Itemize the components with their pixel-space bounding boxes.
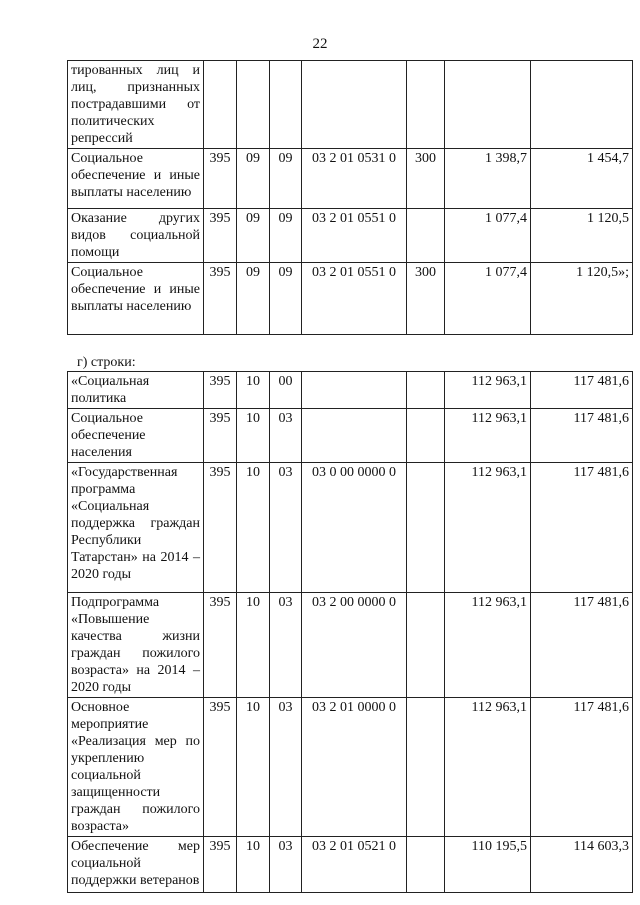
target-article-cell: 03 2 01 0000 0 xyxy=(302,698,407,837)
table-row xyxy=(68,209,633,263)
expense-type-cell xyxy=(407,409,445,463)
ved-code-cell: 395 xyxy=(204,593,237,698)
amount-year1-cell: 1 077,4 xyxy=(445,209,531,263)
ved-code-cell: 395 xyxy=(204,209,237,263)
subsection-code-cell: 09 xyxy=(270,263,302,335)
expense-type-cell xyxy=(407,463,445,593)
row-name-cell: Социальное обеспечение населения xyxy=(68,409,204,463)
ved-code-cell: 395 xyxy=(204,149,237,209)
amount-year1-cell: 110 195,5 xyxy=(445,837,531,893)
table-row xyxy=(68,372,633,409)
section-code-cell: 10 xyxy=(237,409,270,463)
target-article-cell: 03 2 01 0531 0 xyxy=(302,149,407,209)
ved-code-cell xyxy=(204,61,237,149)
section-label: г) строки: xyxy=(77,355,136,370)
expense-type-cell xyxy=(407,698,445,837)
amount-year2-cell: 117 481,6 xyxy=(531,463,633,593)
target-article-cell: 03 2 01 0551 0 xyxy=(302,209,407,263)
budget-table-bottom xyxy=(67,371,633,893)
table-row xyxy=(68,593,633,698)
budget-table-top xyxy=(67,60,633,335)
amount-year1-cell: 112 963,1 xyxy=(445,698,531,837)
subsection-code-cell: 00 xyxy=(270,372,302,409)
subsection-code-cell: 03 xyxy=(270,409,302,463)
amount-year1-cell: 1 398,7 xyxy=(445,149,531,209)
table-row xyxy=(68,463,633,593)
ved-code-cell: 395 xyxy=(204,698,237,837)
row-name-cell: Подпрограмма «Повышение качества жизни граждан пожилого возраста» на 2014 – 2020 годы xyxy=(68,593,204,698)
expense-type-cell xyxy=(407,209,445,263)
subsection-code-cell xyxy=(270,61,302,149)
target-article-cell: 03 2 00 0000 0 xyxy=(302,593,407,698)
table-row xyxy=(68,409,633,463)
amount-year1-cell: 112 963,1 xyxy=(445,593,531,698)
amount-year2-cell xyxy=(531,61,633,149)
ved-code-cell: 395 xyxy=(204,463,237,593)
table-row xyxy=(68,263,633,335)
amount-year2-cell: 1 454,7 xyxy=(531,149,633,209)
section-code-cell: 10 xyxy=(237,837,270,893)
expense-type-cell: 300 xyxy=(407,263,445,335)
ved-code-cell: 395 xyxy=(204,837,237,893)
amount-year1-cell: 112 963,1 xyxy=(445,463,531,593)
subsection-code-cell: 09 xyxy=(270,209,302,263)
target-article-cell xyxy=(302,372,407,409)
table-row xyxy=(68,698,633,837)
row-name-cell: тированных лиц и лиц, признанных пострадавшими от политических репрессий xyxy=(68,61,204,149)
amount-year2-cell: 117 481,6 xyxy=(531,372,633,409)
subsection-code-cell: 03 xyxy=(270,463,302,593)
amount-year2-cell: 117 481,6 xyxy=(531,409,633,463)
expense-type-cell xyxy=(407,61,445,149)
subsection-code-cell: 03 xyxy=(270,698,302,837)
amount-year2-cell: 117 481,6 xyxy=(531,593,633,698)
target-article-cell xyxy=(302,61,407,149)
row-name-cell: Социальное обеспечение и иные выплаты населению xyxy=(68,263,204,335)
section-code-cell: 10 xyxy=(237,593,270,698)
target-article-cell: 03 2 01 0551 0 xyxy=(302,263,407,335)
amount-year1-cell: 112 963,1 xyxy=(445,372,531,409)
ved-code-cell: 395 xyxy=(204,409,237,463)
expense-type-cell xyxy=(407,593,445,698)
amount-year2-cell: 1 120,5»; xyxy=(531,263,633,335)
row-name-cell: Обеспечение мер социальной поддержки ветеранов xyxy=(68,837,204,893)
subsection-code-cell: 03 xyxy=(270,593,302,698)
amount-year2-cell: 114 603,3 xyxy=(531,837,633,893)
target-article-cell xyxy=(302,409,407,463)
table-row xyxy=(68,149,633,209)
row-name-cell: Социальное обеспечение и иные выплаты населению xyxy=(68,149,204,209)
amount-year1-cell: 1 077,4 xyxy=(445,263,531,335)
section-code-cell: 10 xyxy=(237,698,270,837)
ved-code-cell: 395 xyxy=(204,263,237,335)
subsection-code-cell: 09 xyxy=(270,149,302,209)
amount-year1-cell xyxy=(445,61,531,149)
expense-type-cell xyxy=(407,372,445,409)
row-name-cell: «Государственная программа «Социальная поддержка граждан Республики Татарстан» на 2014 – 2020 годы xyxy=(68,463,204,593)
table-row xyxy=(68,61,633,149)
section-code-cell: 09 xyxy=(237,209,270,263)
expense-type-cell: 300 xyxy=(407,149,445,209)
section-code-cell xyxy=(237,61,270,149)
page-number: 22 xyxy=(312,36,328,52)
subsection-code-cell: 03 xyxy=(270,837,302,893)
target-article-cell: 03 2 01 0521 0 xyxy=(302,837,407,893)
row-name-cell: Оказание других видов социальной помощи xyxy=(68,209,204,263)
amount-year1-cell: 112 963,1 xyxy=(445,409,531,463)
table-row xyxy=(68,837,633,893)
ved-code-cell: 395 xyxy=(204,372,237,409)
section-code-cell: 10 xyxy=(237,372,270,409)
row-name-cell: «Социальная политика xyxy=(68,372,204,409)
section-code-cell: 09 xyxy=(237,149,270,209)
section-code-cell: 09 xyxy=(237,263,270,335)
section-code-cell: 10 xyxy=(237,463,270,593)
amount-year2-cell: 117 481,6 xyxy=(531,698,633,837)
target-article-cell: 03 0 00 0000 0 xyxy=(302,463,407,593)
row-name-cell: Основное мероприятие «Реализация мер по укреплению социальной защищенности граждан пожилого возраста» xyxy=(68,698,204,837)
expense-type-cell xyxy=(407,837,445,893)
amount-year2-cell: 1 120,5 xyxy=(531,209,633,263)
